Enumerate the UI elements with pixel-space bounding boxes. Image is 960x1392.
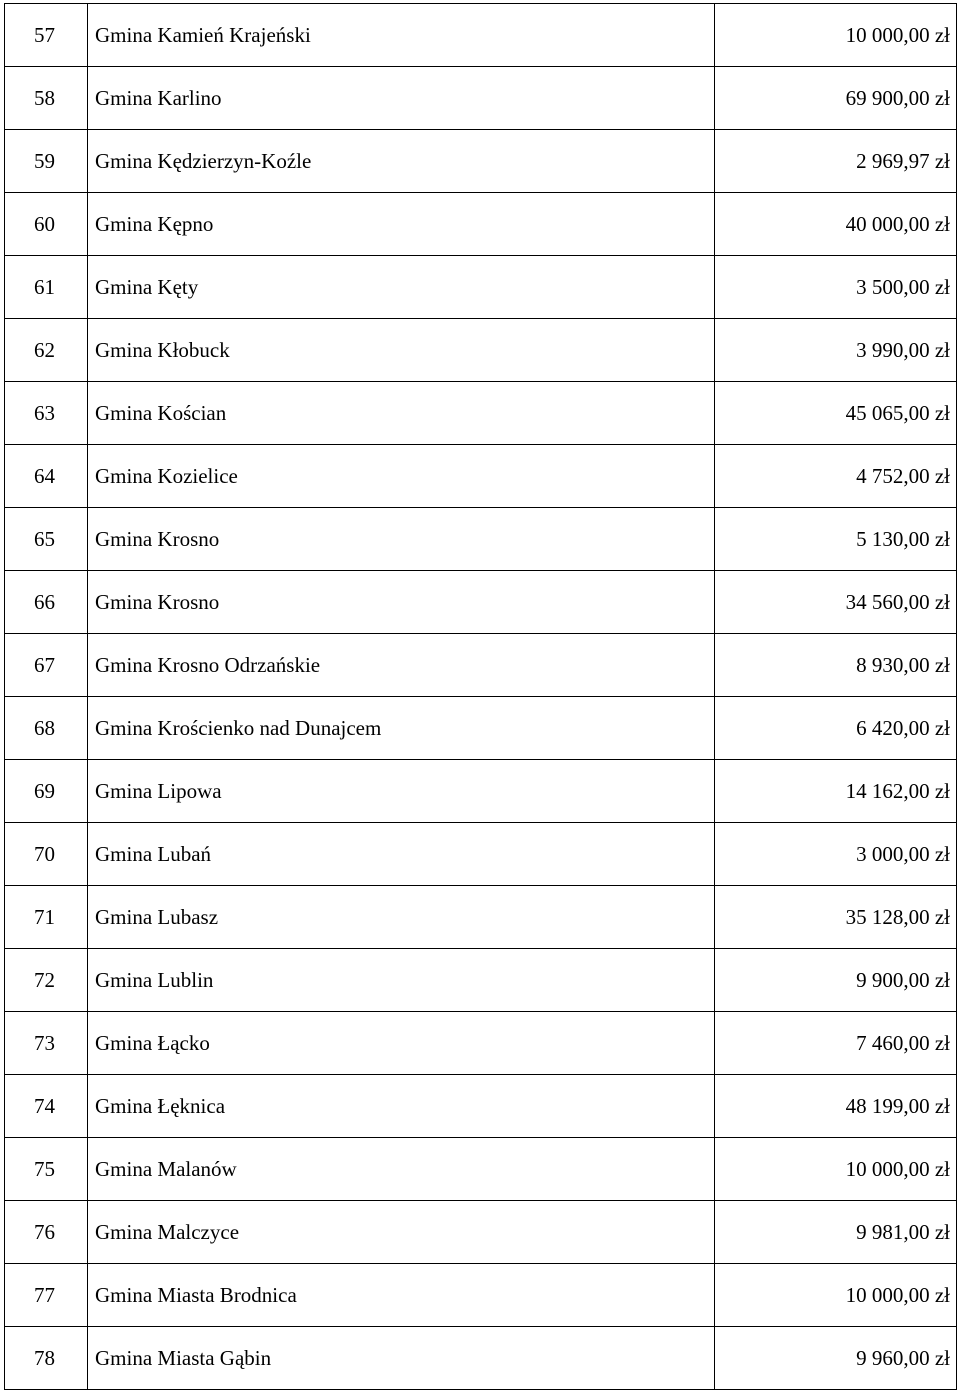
table-row (5, 1138, 957, 1201)
municipality-name: Gmina Lublin (88, 949, 715, 1012)
table-row (5, 4, 957, 67)
row-number: 70 (5, 823, 88, 886)
row-number: 77 (5, 1264, 88, 1327)
amount: 3 500,00 zł (715, 256, 957, 319)
row-number: 58 (5, 67, 88, 130)
amount: 8 930,00 zł (715, 634, 957, 697)
amount: 9 960,00 zł (715, 1327, 957, 1390)
row-number: 59 (5, 130, 88, 193)
table-row (5, 760, 957, 823)
row-number: 65 (5, 508, 88, 571)
row-number: 67 (5, 634, 88, 697)
amount: 69 900,00 zł (715, 67, 957, 130)
amount: 5 130,00 zł (715, 508, 957, 571)
amount: 10 000,00 zł (715, 4, 957, 67)
amount: 40 000,00 zł (715, 193, 957, 256)
municipality-name: Gmina Kościan (88, 382, 715, 445)
amount: 34 560,00 zł (715, 571, 957, 634)
table-row (5, 256, 957, 319)
amount: 9 981,00 zł (715, 1201, 957, 1264)
amount: 14 162,00 zł (715, 760, 957, 823)
row-number: 73 (5, 1012, 88, 1075)
row-number: 71 (5, 886, 88, 949)
table-row (5, 949, 957, 1012)
municipality-name: Gmina Lubań (88, 823, 715, 886)
table-row (5, 823, 957, 886)
municipality-name: Gmina Kłobuck (88, 319, 715, 382)
table-row (5, 571, 957, 634)
row-number: 61 (5, 256, 88, 319)
municipality-name: Gmina Lubasz (88, 886, 715, 949)
row-number: 72 (5, 949, 88, 1012)
table-row (5, 1327, 957, 1390)
municipality-name: Gmina Miasta Brodnica (88, 1264, 715, 1327)
table-row (5, 1075, 957, 1138)
municipality-name: Gmina Krosno Odrzańskie (88, 634, 715, 697)
municipality-name: Gmina Krosno (88, 508, 715, 571)
table-row (5, 445, 957, 508)
municipality-name: Gmina Łęknica (88, 1075, 715, 1138)
municipality-name: Gmina Kamień Krajeński (88, 4, 715, 67)
municipality-name: Gmina Lipowa (88, 760, 715, 823)
row-number: 69 (5, 760, 88, 823)
table-row (5, 67, 957, 130)
amount: 2 969,97 zł (715, 130, 957, 193)
amount: 48 199,00 zł (715, 1075, 957, 1138)
municipality-name: Gmina Kozielice (88, 445, 715, 508)
amount: 10 000,00 zł (715, 1138, 957, 1201)
amount: 6 420,00 zł (715, 697, 957, 760)
row-number: 68 (5, 697, 88, 760)
municipality-name: Gmina Malanów (88, 1138, 715, 1201)
table-row (5, 697, 957, 760)
municipality-name: Gmina Kępno (88, 193, 715, 256)
row-number: 66 (5, 571, 88, 634)
municipality-name: Gmina Kędzierzyn-Koźle (88, 130, 715, 193)
table-row (5, 319, 957, 382)
row-number: 76 (5, 1201, 88, 1264)
grants-table (4, 3, 957, 1390)
municipality-name: Gmina Krościenko nad Dunajcem (88, 697, 715, 760)
table-row (5, 130, 957, 193)
municipality-name: Gmina Miasta Gąbin (88, 1327, 715, 1390)
table-row (5, 193, 957, 256)
row-number: 57 (5, 4, 88, 67)
amount: 7 460,00 zł (715, 1012, 957, 1075)
row-number: 75 (5, 1138, 88, 1201)
row-number: 74 (5, 1075, 88, 1138)
amount: 3 000,00 zł (715, 823, 957, 886)
row-number: 62 (5, 319, 88, 382)
table-row (5, 634, 957, 697)
table-row (5, 1264, 957, 1327)
municipality-name: Gmina Karlino (88, 67, 715, 130)
table-row (5, 508, 957, 571)
table-row (5, 1012, 957, 1075)
amount: 45 065,00 zł (715, 382, 957, 445)
amount: 4 752,00 zł (715, 445, 957, 508)
table-row (5, 886, 957, 949)
table-row (5, 382, 957, 445)
row-number: 78 (5, 1327, 88, 1390)
municipality-name: Gmina Krosno (88, 571, 715, 634)
table-row (5, 1201, 957, 1264)
amount: 3 990,00 zł (715, 319, 957, 382)
municipality-name: Gmina Kęty (88, 256, 715, 319)
amount: 9 900,00 zł (715, 949, 957, 1012)
municipality-name: Gmina Malczyce (88, 1201, 715, 1264)
amount: 10 000,00 zł (715, 1264, 957, 1327)
amount: 35 128,00 zł (715, 886, 957, 949)
row-number: 63 (5, 382, 88, 445)
municipality-name: Gmina Łącko (88, 1012, 715, 1075)
row-number: 64 (5, 445, 88, 508)
row-number: 60 (5, 193, 88, 256)
table-body (5, 4, 957, 1390)
